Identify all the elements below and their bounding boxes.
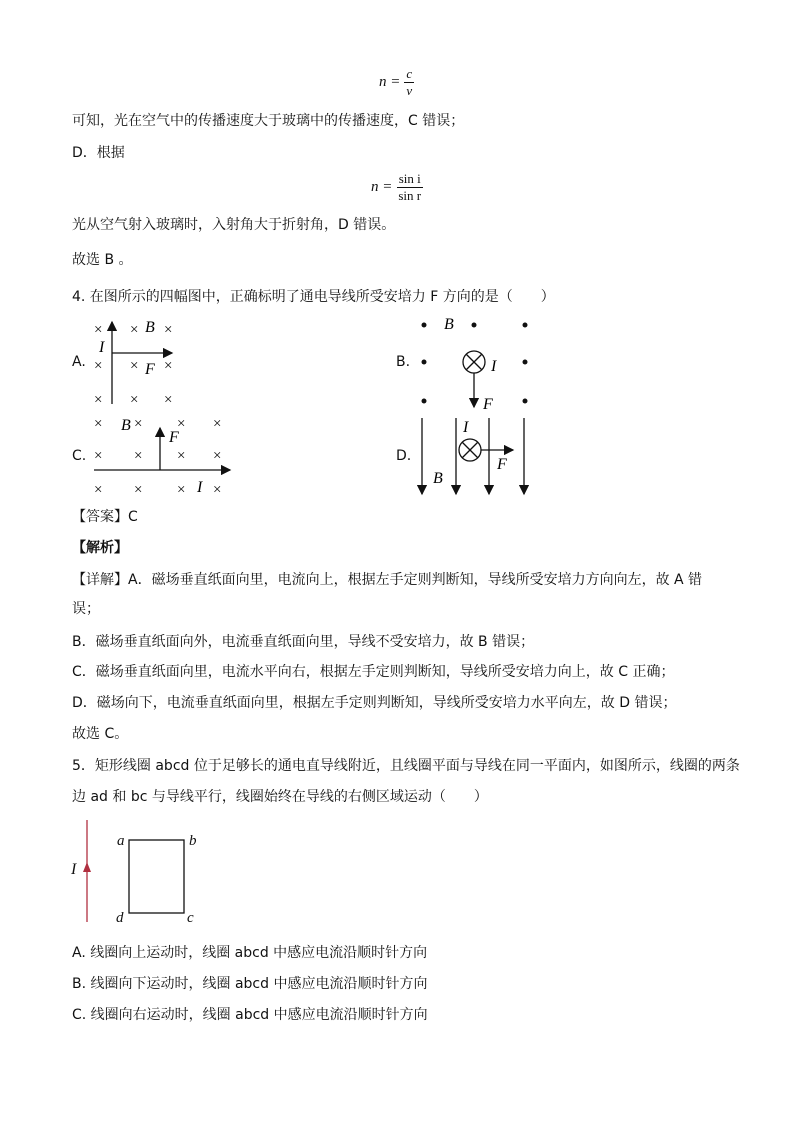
magnetic-field-into-page-marks	[94, 322, 172, 407]
field-cross: ×	[130, 392, 139, 407]
formula-lhs: n =	[379, 74, 401, 90]
q5-diagram	[66, 814, 206, 926]
q4-diagram-a	[88, 312, 188, 407]
fraction	[404, 66, 414, 99]
detail-a-line2: 误；	[72, 601, 100, 617]
current-into-page-icon	[459, 439, 481, 461]
label-I: I	[71, 861, 77, 878]
q5-option-a: A. 线圈向上运动时，线圈 abcd 中感应电流沿顺时针方向	[72, 945, 428, 961]
label-I: I	[491, 358, 497, 375]
field-cross: ×	[164, 392, 173, 407]
field-cross: ×	[130, 322, 139, 338]
field-cross: ×	[94, 322, 103, 338]
field-cross: ×	[134, 482, 143, 498]
corner-b-label: b	[189, 833, 197, 849]
analysis-label: 【解析】	[72, 540, 128, 556]
fraction-denominator: sin r	[398, 188, 422, 203]
label-B: B	[444, 316, 454, 333]
text-speed-conclusion: 可知，光在空气中的传播速度大于玻璃中的传播速度，C 错误；	[72, 113, 465, 129]
field-cross: ×	[177, 482, 186, 498]
detail-a-line1: 【详解】A．磁场垂直纸面向里，电流向上，根据左手定则判断知，导线所受安培力方向向左，故 A 错	[72, 572, 703, 588]
text-option-d-label: D．根据	[72, 145, 125, 161]
label-F: F	[169, 429, 179, 446]
detail-b: B．磁场垂直纸面向外，电流垂直纸面向里，导线不受安培力，故 B 错误；	[72, 634, 535, 650]
label-B: B	[121, 417, 131, 434]
field-cross: ×	[213, 482, 222, 498]
q4-option-a-label: A.	[72, 354, 86, 370]
field-cross: ×	[213, 416, 222, 432]
label-B: B	[145, 319, 155, 336]
text-choose-b: 故选 B 。	[72, 252, 133, 268]
field-cross: ×	[94, 482, 103, 498]
label-F: F	[483, 396, 493, 412]
field-cross: ×	[134, 448, 143, 464]
corner-a-label: a	[117, 833, 125, 849]
field-cross: ×	[164, 322, 173, 338]
field-cross: ×	[134, 416, 143, 432]
text-choose-c: 故选 C。	[72, 726, 129, 742]
formula-n-c-over-v	[379, 66, 414, 99]
fraction-denominator: v	[406, 83, 413, 98]
q4-diagram-b	[412, 310, 542, 412]
text-angle-conclusion: 光从空气射入玻璃时，入射角大于折射角，D 错误。	[72, 217, 396, 233]
answer-label: 【答案】C	[72, 509, 138, 525]
fraction-numerator: c	[406, 66, 413, 81]
field-cross: ×	[177, 416, 186, 432]
current-direction-arrow	[83, 862, 91, 872]
question-4-stem: 4. 在图所示的四幅图中，正确标明了通电导线所受安培力 F 方向的是（ ）	[72, 289, 555, 305]
corner-d-label: d	[116, 910, 124, 926]
corner-c-label: c	[187, 910, 194, 926]
q4-option-b-label: B.	[396, 354, 411, 370]
rectangular-coil	[129, 840, 184, 913]
q4-diagram-d	[412, 412, 542, 502]
magnetic-field-into-page-marks	[94, 416, 221, 498]
formula-n-sini-over-sinr	[371, 171, 423, 204]
question-5-stem-line2: 边 ad 和 bc 与导线平行，线圈始终在导线的右侧区域运动（ ）	[72, 789, 488, 805]
q4-diagram-c	[88, 410, 238, 500]
label-I: I	[463, 419, 469, 436]
field-cross: ×	[177, 448, 186, 464]
label-I: I	[197, 479, 203, 496]
fraction	[396, 171, 423, 204]
field-cross: ×	[94, 448, 103, 464]
field-cross: ×	[94, 358, 103, 374]
current-into-page-icon	[463, 351, 485, 373]
field-cross: ×	[94, 416, 103, 432]
field-cross: ×	[130, 358, 139, 374]
q5-option-b: B. 线圈向下运动时，线圈 abcd 中感应电流沿顺时针方向	[72, 976, 428, 992]
detail-d: D．磁场向下，电流垂直纸面向里，根据左手定则判断知，导线所受安培力水平向左，故 D 错误；	[72, 695, 677, 711]
formula-lhs: n =	[371, 179, 393, 195]
question-5-stem-line1: 5．矩形线圈 abcd 位于足够长的通电直导线附近，且线圈平面与导线在同一平面内，如图所示，线圈的两条	[72, 758, 740, 774]
label-F: F	[145, 361, 155, 378]
q4-option-c-label: C.	[72, 448, 87, 464]
label-F: F	[497, 456, 507, 473]
field-cross: ×	[164, 358, 173, 374]
field-cross: ×	[213, 448, 222, 464]
q4-option-d-label: D.	[396, 448, 412, 464]
label-B: B	[433, 470, 443, 487]
label-I: I	[99, 339, 105, 356]
detail-c: C．磁场垂直纸面向里，电流水平向右，根据左手定则判断知，导线所受安培力向上，故 C 正确；	[72, 664, 675, 680]
fraction-numerator: sin i	[398, 171, 421, 186]
field-cross: ×	[94, 392, 103, 407]
q5-option-c: C. 线圈向右运动时，线圈 abcd 中感应电流沿顺时针方向	[72, 1007, 428, 1023]
